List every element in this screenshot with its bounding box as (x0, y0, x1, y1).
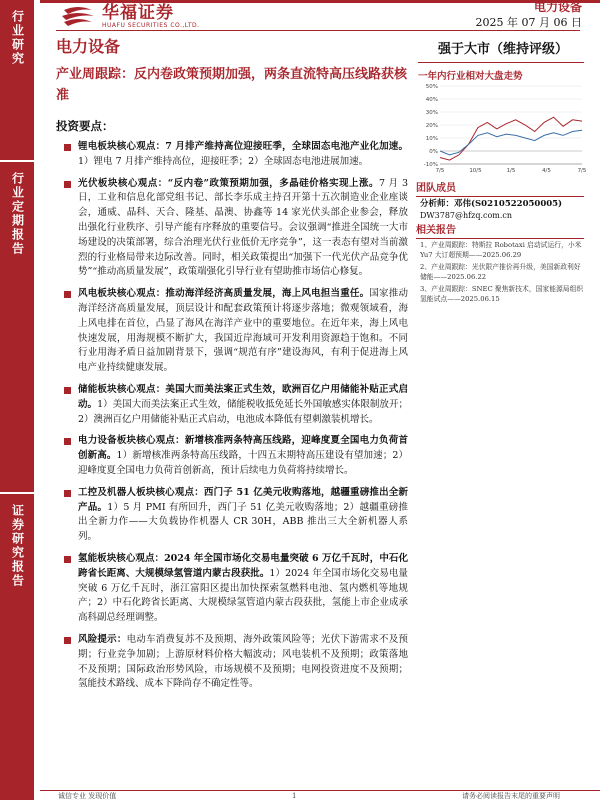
x-tick-label: 4/5 (542, 168, 551, 174)
y-tick-label: 50% (425, 84, 438, 90)
bullet-risk: 风险提示：电动车消费复苏不及预期、海外政策风险等；光伏下游需求不及预期；行业竞争加剧；上游原材料价格大幅波动；风电装机不及预期；政策落地不及预期；国际政治形势风险，市场规模不及预期；电网投资进度不及预期；氢能技术路线、成本下降尚存不确定性等。 (56, 633, 408, 692)
bullet-hydrogen: 氢能板块核心观点：2024 年全国市场化交易电量突破 6 万亿千瓦时，中石化跨省长距离、大规模绿氢管道内蒙古段获批。1）2024 年全国市场化交易电量突破 6 万亿千瓦时，浙江富阳区提出加快探索氢燃料电池、氢内燃机等地规产；2）中石化跨省长距离、大规模绿氢管道内蒙古段获批，氢能上市企业成承高科副总经理调整。 (56, 552, 408, 626)
sidebar-label-securities-report: 证券研究报告 (0, 494, 34, 800)
header-industry: 电力设备 (533, 0, 582, 14)
footer-divider (40, 790, 600, 791)
y-tick-label: 30% (425, 110, 438, 116)
bullet-square-icon (64, 556, 71, 563)
bullet-square-icon (64, 490, 71, 497)
chart-title: 一年内行业相对大盘走势 (418, 71, 523, 82)
page-number: 1 (292, 792, 297, 800)
sidebar-label-industry-research: 行业研究 (0, 0, 34, 160)
report-title: 产业周跟踪：反内卷政策预期加强，两条直流特高压线路获核准 (56, 67, 408, 103)
bullet-list (56, 140, 408, 692)
logo-chinese: 华福证券 (102, 3, 174, 23)
report-date: 2025 年 07 月 06 日 (475, 16, 582, 29)
related-report-item[interactable]: 3、产业周跟踪：SNEC 聚焦新技术，国家能源局组织氢能试点——2025.06.15 (420, 285, 584, 303)
y-tick-label: -10% (423, 162, 438, 168)
footer-disclaimer: 请务必阅读报告末尾的重要声明 (462, 792, 560, 800)
company-logo (58, 4, 200, 30)
y-tick-label: 40% (425, 97, 438, 103)
bullet-solar: 光伏板块核心观点：“反内卷”政策预期加强，多晶硅价格实现上涨。7 月 3 日，工业和信息化部党组书记、部长李乐成主持召开第十五次制造业企业座谈会，通威、晶科、天合、隆基、晶澳、协鑫等 14 家光伏头部企业参会，释放出强化行业秩序、引导产能有序释放的重要信号。会议强调“推进全国统一大市场建设的决策部署，综合治理光伏行业低价无序竞争”，这一表态有望对当前激烈的行业格局带来边际改善。同时，相关政策提出“加强下一代光伏产品竞争优势”“推动高质量发展”，政策端强化引导行业有望助推市场信心修复。 (56, 177, 408, 281)
related-reports-heading: 相关报告 (416, 224, 584, 239)
main-content (56, 36, 408, 699)
rating-label: 强于大市（维持评级） (437, 42, 568, 57)
analyst-email: DW3787@hfzq.com.cn (420, 211, 513, 220)
rating-divider (418, 62, 584, 63)
y-tick-label: 0% (429, 149, 438, 155)
x-tick-label: 10/5 (469, 168, 482, 174)
series-line (440, 117, 582, 160)
team-heading: 团队成员 (416, 182, 584, 197)
bullet-storage: 储能板块核心观点：美国大而美法案正式生效，欧洲百亿户用储能补贴正式启动。1）美国大而美法案正式生效，储能税收抵免延长外国敏感实体限制放开；2）澳洲百亿户用储能补贴正式启动，电池成本降低有望刺激装机增长。 (56, 383, 408, 427)
bullet-square-icon (64, 181, 71, 188)
summary-heading: 投资要点： (56, 119, 114, 133)
y-tick-label: 20% (425, 123, 438, 129)
related-report-item[interactable]: 1、产业周跟踪：特斯拉 Robotaxi 启动试运行，小米 Yu7 大订超预期——2025.06.29 (420, 241, 582, 259)
header-divider (56, 30, 580, 31)
bullet-robotics: 工控及机器人板块核心观点：西门子 51 亿美元收购落地，越疆重磅推出全新产品。1）5 月 PMI 有所回升，西门子 51 亿美元收购落地；2）越疆重磅推出全新力作——大负载协作机器人 CR 30H，ABB 推出三大全新机器人系列。 (56, 486, 408, 545)
sidebar-label-periodic-report: 行业定期报告 (0, 162, 34, 492)
bullet-wind: 风电板块核心观点：推动海洋经济高质量发展，海上风电担当重任。国家推动海洋经济高质量发展，顶层设计和配套政策预计将逐步落地；微观领域看，海上风电排在首位，凸显了海风在海洋产业中的重要地位。在近年来，海上风电快速发展，用海规模不断扩大，我国近岸海域可开发利用资源趋于饱和。不同行业用海矛盾日益加剧背景下，强调“规范有序”建设海风，有利于促进海上风电产业持续健康发展。 (56, 287, 408, 376)
bullet-square-icon (64, 637, 71, 644)
bullet-square-icon (64, 438, 71, 445)
y-tick-label: 10% (425, 136, 438, 142)
header-meta (476, 0, 582, 30)
analyst-name: 邓伟(S0210522050005) (454, 199, 563, 209)
relative-performance-chart (416, 82, 586, 178)
logo-english: HUAFU SECURITIES CO.,LTD. (102, 22, 200, 29)
bullet-square-icon (64, 144, 71, 151)
bullet-square-icon (64, 291, 71, 298)
bullet-lithium: 锂电板块核心观点：7 月排产维持高位迎接旺季，全球固态电池产业化加速。1）锂电 7 月排产维持高位，迎接旺季；2）全球固态电池进展加速。 (56, 140, 408, 170)
bullet-power-equipment: 电力设备板块核心观点：新增核准两条特高压线路，迎峰度夏全国电力负荷首创新高。1）新增核准两条特高压线路，十四五末期特高压建设有望加速；2）迎峰度夏全国电力负荷首创新高，预计后续电力负荷将持续增长。 (56, 434, 408, 478)
footer-slogan: 诚信专业 发现价值 (58, 792, 117, 800)
x-tick-label: 7/5 (435, 168, 445, 174)
x-tick-label: 1/5 (506, 168, 516, 174)
related-report-item[interactable]: 2、产业周跟踪：光伏限产推价再升级，美国新政利好储能——2025.06.22 (420, 263, 581, 281)
industry-title: 电力设备 (56, 37, 121, 56)
bullet-square-icon (64, 387, 71, 394)
logo-icon (58, 6, 98, 28)
x-tick-label: 7/5 (577, 168, 586, 174)
analyst-label: 分析师： (420, 199, 455, 209)
analyst-line (420, 198, 586, 210)
related-reports-list (420, 240, 586, 306)
